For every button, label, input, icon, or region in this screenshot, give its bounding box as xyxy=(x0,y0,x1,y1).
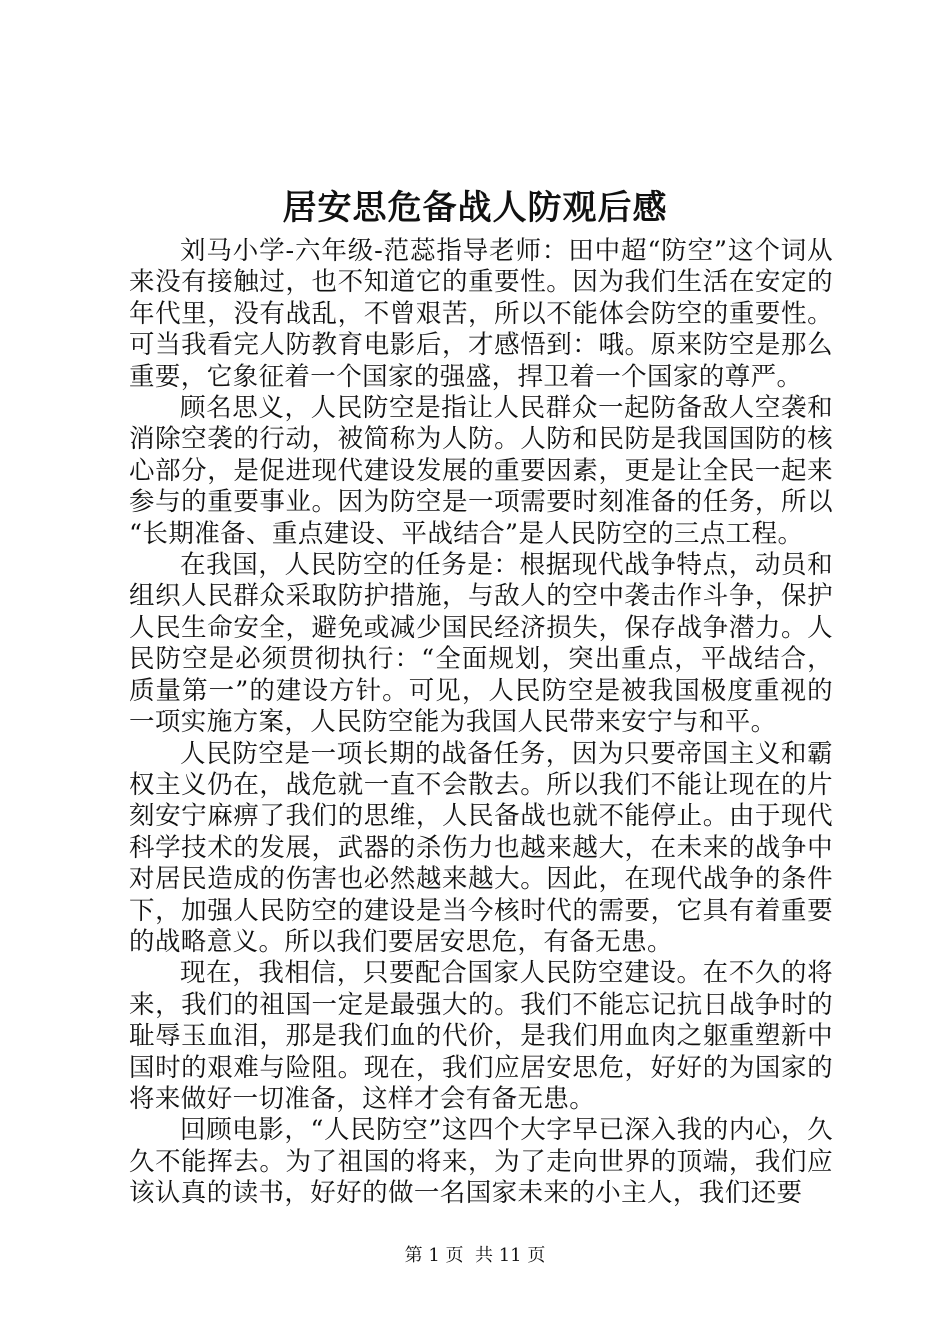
paragraph-1: 刘马小学-六年级-范蕊指导老师：田中超“防空”这个词从来没有接触过，也不知道它的重要性。因为我们生活在安定的年代里，没有战乱，不曾艰苦，所以不能体会防空的重要性。可当我看完人防教育电影后，才感悟到：哦。原来防空是那么重要，它象征着一个国家的强盛，捍卫着一个国家的尊严。 xyxy=(129,236,833,392)
page-number: 第 1 页 共 11 页 xyxy=(404,1245,546,1266)
paragraph-3: 在我国，人民防空的任务是：根据现代战争特点，动员和组织人民群众采取防护措施，与敌人的空中袭击作斗争，保护人民生命安全，避免或减少国民经济损失，保存战争潜力。人民防空是必须贯彻执行：“全面规划，突出重点，平战结合，质量第一”的建设方针。可见，人民防空是被我国极度重视的一项实施方案，人民防空能为我国人民带来安宁与和平。 xyxy=(129,550,833,738)
document-title: 居安思危备战人防观后感 xyxy=(282,188,668,228)
paragraph-2: 顾名思义，人民防空是指让人民群众一起防备敌人空袭和消除空袭的行动，被简称为人防。人防和民防是我国国防的核心部分，是促进现代建设发展的重要因素，更是让全民一起来参与的重要事业。因为防空是一项需要时刻准备的任务，所以“长期准备、重点建设、平战结合”是人民防空的三点工程。 xyxy=(129,393,833,549)
page-footer xyxy=(0,1244,950,1268)
paragraph-4: 人民防空是一项长期的战备任务，因为只要帝国主义和霸权主义仍在，战危就一直不会散去。所以我们不能让现在的片刻安宁麻痹了我们的思维，人民备战也就不能停止。由于现代科学技术的发展，武器的杀伤力也越来越大，在未来的战争中对居民造成的伤害也必然越来越大。因此，在现代战争的条件下，加强人民防空的建设是当今核时代的需要，它具有着重要的战略意义。所以我们要居安思危，有备无患。 xyxy=(129,738,833,957)
document-body xyxy=(129,236,833,1210)
paragraph-5: 现在，我相信，只要配合国家人民防空建设。在不久的将来，我们的祖国一定是最强大的。我们不能忘记抗日战争时的耻辱玉血泪，那是我们血的代价，是我们用血肉之躯重塑新中国时的艰难与险阻。现在，我们应居安思危，好好的为国家的将来做好一切准备，这样才会有备无患。 xyxy=(129,958,833,1114)
paragraph-6: 回顾电影，“人民防空”这四个大字早已深入我的内心，久久不能挥去。为了祖国的将来，为了走向世界的顶端，我们应该认真的读书，好好的做一名国家未来的小主人，我们还要 xyxy=(129,1115,833,1209)
